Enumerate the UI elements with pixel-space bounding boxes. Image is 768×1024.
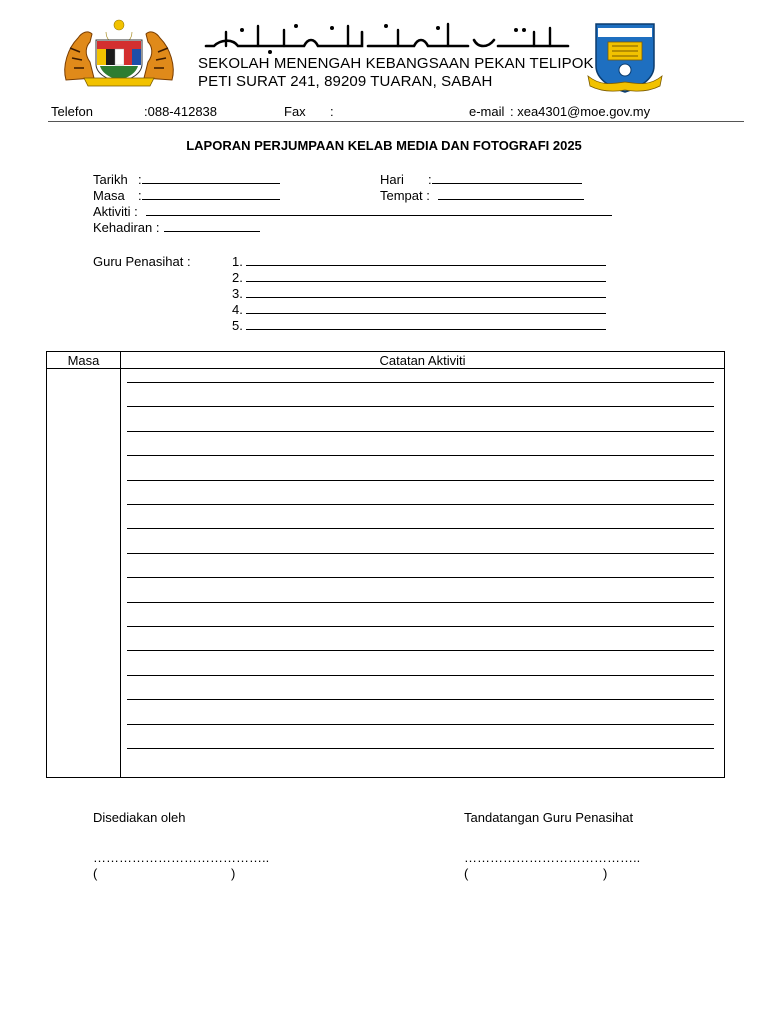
signature-line-right[interactable]: ………………………………….. (464, 850, 641, 865)
note-line[interactable] (127, 577, 714, 578)
tarikh-label: Tarikh (93, 172, 128, 187)
school-address: PETI SURAT 241, 89209 TUARAN, SABAH (198, 73, 493, 90)
note-line[interactable] (127, 675, 714, 676)
masa-label: Masa (93, 188, 125, 203)
guru-field-2[interactable] (246, 270, 606, 282)
note-line[interactable] (127, 504, 714, 505)
guru-number: 4. (232, 302, 243, 317)
hari-label: Hari (380, 172, 404, 187)
fax-label: Fax (284, 104, 306, 119)
tandatangan-label: Tandatangan Guru Penasihat (464, 810, 634, 825)
masa-column-header: Masa (47, 352, 121, 369)
signature-line-left[interactable]: ………………………………….. (93, 850, 270, 865)
note-line[interactable] (127, 455, 714, 456)
note-line[interactable] (127, 553, 714, 554)
kehadiran-label: Kehadiran : (93, 220, 160, 235)
note-line[interactable] (127, 650, 714, 651)
form-title: LAPORAN PERJUMPAAN KELAB MEDIA DAN FOTOGRAFI 2025 (186, 138, 582, 153)
email-label: e-mail (469, 104, 505, 119)
phone-value: :088-412838 (144, 104, 218, 119)
guru-penasihat-label: Guru Penasihat : (93, 254, 191, 269)
guru-field-3[interactable] (246, 286, 606, 298)
note-line[interactable] (127, 431, 714, 432)
fax-value: : (330, 104, 334, 119)
phone-label: Telefon (51, 104, 93, 119)
email-value: : xea4301@moe.gov.my (510, 104, 651, 119)
school-logo-icon (586, 20, 664, 94)
guru-number: 2. (232, 270, 243, 285)
hari-field[interactable] (432, 172, 582, 184)
note-line[interactable] (127, 748, 714, 749)
activity-table (46, 351, 725, 778)
aktiviti-label: Aktiviti : (93, 204, 138, 219)
name-paren-close-left: ) (231, 866, 236, 881)
name-paren-close-right: ) (603, 866, 608, 881)
note-line[interactable] (127, 480, 714, 481)
jawi-school-name-icon (198, 18, 578, 54)
disediakan-oleh-label: Disediakan oleh (93, 810, 186, 825)
note-line[interactable] (127, 382, 714, 383)
guru-number: 1. (232, 254, 243, 269)
school-name: SEKOLAH MENENGAH KEBANGSAAN PEKAN TELIPOK (198, 55, 594, 72)
note-line[interactable] (127, 406, 714, 407)
masa-field[interactable] (142, 188, 280, 200)
guru-number: 5. (232, 318, 243, 333)
aktiviti-field[interactable] (146, 204, 612, 216)
name-paren-open-left: ( (93, 866, 98, 881)
tempat-field[interactable] (438, 188, 584, 200)
malaysia-coat-of-arms-icon (60, 18, 178, 88)
header-divider (48, 121, 744, 122)
guru-number: 3. (232, 286, 243, 301)
guru-field-1[interactable] (246, 254, 606, 266)
note-line[interactable] (127, 626, 714, 627)
catatan-column-header: Catatan Aktiviti (121, 352, 725, 369)
tarikh-field[interactable] (142, 172, 280, 184)
note-line[interactable] (127, 699, 714, 700)
masa-cell[interactable] (47, 369, 121, 778)
guru-field-5[interactable] (246, 318, 606, 330)
catatan-aktiviti-area[interactable] (121, 369, 724, 777)
tempat-label: Tempat : (380, 188, 430, 203)
note-line[interactable] (127, 602, 714, 603)
note-line[interactable] (127, 724, 714, 725)
name-paren-open-right: ( (464, 866, 469, 881)
guru-field-4[interactable] (246, 302, 606, 314)
kehadiran-field[interactable] (164, 220, 260, 232)
note-line[interactable] (127, 528, 714, 529)
